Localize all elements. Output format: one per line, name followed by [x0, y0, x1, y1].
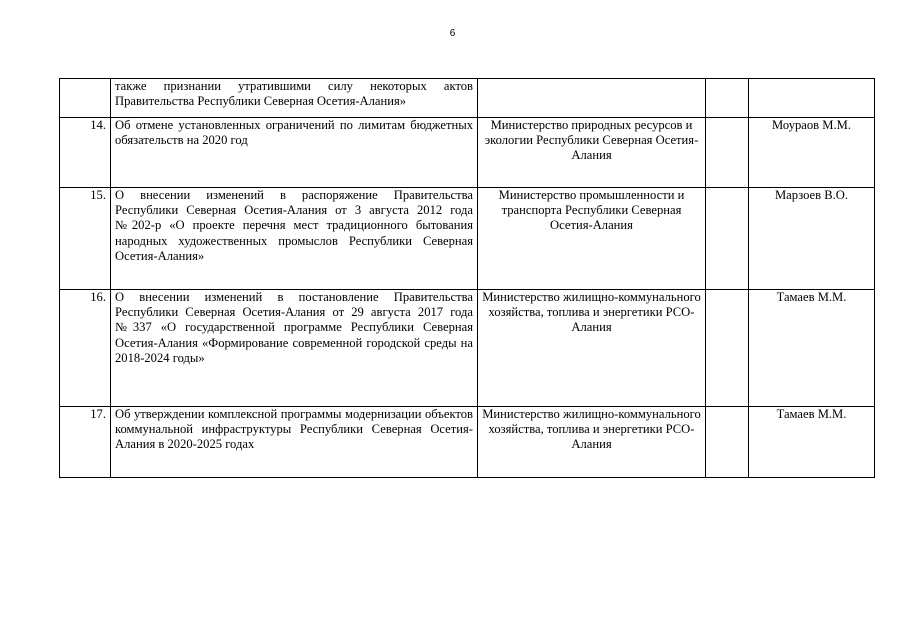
row-responsible: Марзоев В.О. [749, 188, 875, 290]
row-term [706, 188, 749, 290]
row-ministry: Министерство природных ресурсов и экологии Республики Северная Осетия-Алания [478, 118, 706, 188]
row-term [706, 118, 749, 188]
table-row [60, 118, 875, 188]
row-responsible: Моураов М.М. [749, 118, 875, 188]
table-row [60, 407, 875, 478]
row-ministry: Министерство жилищно-коммунального хозяйства, топлива и энергетики РСО-Алания [478, 290, 706, 407]
page-number: 6 [449, 28, 456, 39]
row-responsible: Тамаев М.М. [749, 290, 875, 407]
row-number: 14. [60, 118, 111, 188]
row-title: О внесении изменений в постановление Правительства Республики Северная Осетия-Алания от 29 августа 2017 года №337 «О государственной программе Республики Северная Осетия-Алания «Формирование современной городской среды на 2018-2024 годы» [111, 290, 478, 407]
table-row [60, 79, 875, 118]
table-row [60, 188, 875, 290]
row-title: Об отмене установленных ограничений по лимитам бюджетных обязательств на 2020 год [111, 118, 478, 188]
row-responsible: Тамаев М.М. [749, 407, 875, 478]
row-term [706, 407, 749, 478]
row-ministry [478, 79, 706, 118]
row-responsible [749, 79, 875, 118]
row-term [706, 79, 749, 118]
row-title: также признании утратившими силу некоторых актов Правительства Республики Северная Осетия-Алания» [111, 79, 478, 118]
row-term [706, 290, 749, 407]
row-number: 17. [60, 407, 111, 478]
row-ministry: Министерство жилищно-коммунального хозяйства, топлива и энергетики РСО-Алания [478, 407, 706, 478]
row-number: 16. [60, 290, 111, 407]
row-number: 15. [60, 188, 111, 290]
table-row [60, 290, 875, 407]
plan-table [59, 78, 875, 478]
row-title: О внесении изменений в распоряжение Правительства Республики Северная Осетия-Алания от 3 августа 2012 года №202-р «О проекте перечня мест традиционного бытования народных художественных промыслов Республики Северная Осетия-Алания» [111, 188, 478, 290]
row-title: Об утверждении комплексной программы модернизации объектов коммунальной инфраструктуры Республики Северная Осетия-Алания в 2020-2025 годах [111, 407, 478, 478]
row-number [60, 79, 111, 118]
row-ministry: Министерство промышленности и транспорта Республики Северная Осетия-Алания [478, 188, 706, 290]
